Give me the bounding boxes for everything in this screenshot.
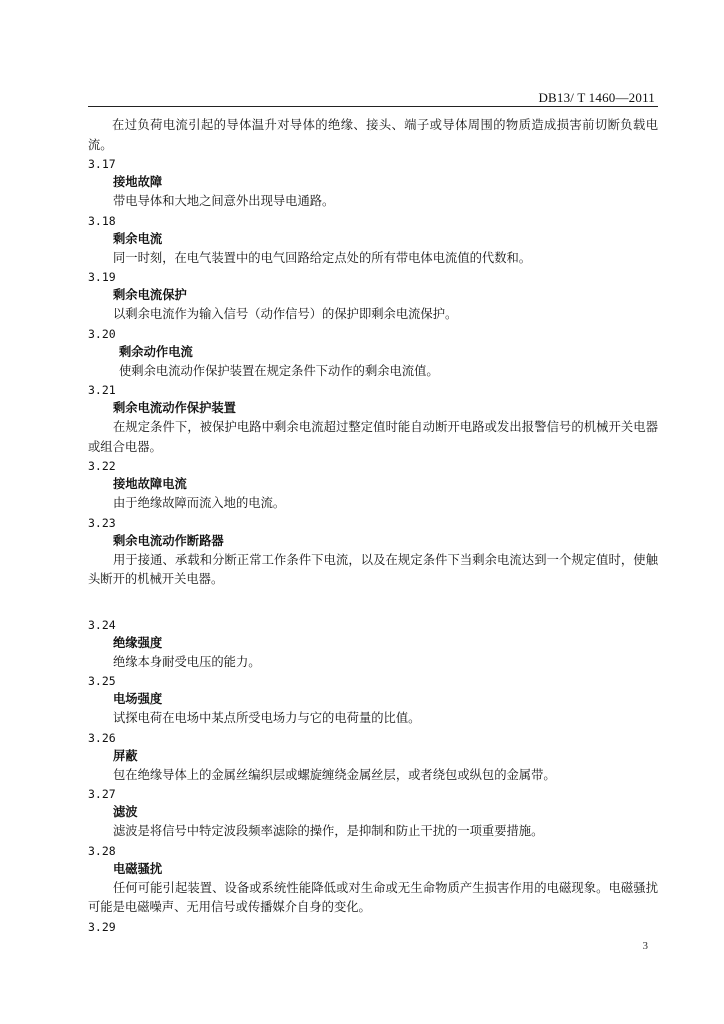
term-entry-3-21 (88, 381, 658, 457)
term-title: 绝缘强度 (113, 635, 163, 650)
term-title: 剩余电流动作保护装置 (113, 401, 236, 415)
term-number: 3.28 (88, 843, 116, 858)
term-definition: 在规定条件下，被保护电路中剩余电流超过整定值时能自动断开电路或发出报警信号的机械开关电器或组合电器。 (88, 420, 658, 454)
term-title: 电场强度 (113, 692, 163, 706)
page-number: 3 (642, 940, 648, 952)
term-number: 3.19 (88, 270, 116, 284)
term-entry-3-18 (88, 212, 658, 269)
term-definition: 使剩余电流动作保护装置在规定条件下动作的剩余电流值。 (119, 363, 439, 378)
term-entry-3-28 (88, 842, 658, 918)
term-number: 3.27 (88, 787, 116, 801)
term-definition: 包在绝缘导体上的金属丝编织层或螺旋缠绕金属丝层，或者绕包或纵包的金属带。 (113, 767, 556, 782)
term-number: 3.24 (88, 617, 116, 632)
term-definition: 同一时刻，在电气装置中的电气回路给定点处的所有带电体电流值的代数和。 (113, 250, 532, 265)
term-number: 3.21 (88, 383, 116, 397)
term-definition: 绝缘本身耐受电压的能力。 (113, 654, 261, 669)
document-body (88, 112, 658, 936)
term-number: 3.20 (88, 326, 116, 341)
term-entry-3-26 (88, 729, 658, 786)
term-number: 3.25 (88, 674, 116, 688)
term-title: 剩余电流 (113, 231, 163, 246)
term-entry-3-23 (88, 514, 658, 590)
term-entry-3-22 (88, 457, 658, 514)
term-entry-3-19 (88, 268, 658, 325)
term-title: 接地故障电流 (113, 477, 187, 491)
term-definition: 任何可能引起装置、设备或系统性能降低或对生命或无生命物质产生损害作用的电磁现象。电磁骚扰可能是电磁噪声、无用信号或传播媒介自身的变化。 (88, 880, 658, 914)
standard-code: DB13/ T 1460—2011 (538, 90, 655, 105)
term-number: 3.26 (88, 730, 116, 745)
term-definition: 以剩余电流作为输入信号（动作信号）的保护即剩余电流保护。 (113, 307, 458, 321)
term-number: 3.29 (88, 919, 116, 934)
term-number: 3.23 (88, 515, 116, 530)
term-title: 屏蔽 (113, 748, 138, 763)
term-definition: 带电导体和大地之间意外出现导电通路。 (113, 194, 335, 208)
term-definition: 用于接通、承载和分断正常工作条件下电流，以及在规定条件下当剩余电流达到一个规定值时，使触头断开的机械开关电器。 (88, 552, 658, 586)
term-title: 接地故障 (113, 175, 163, 189)
term-entry-3-27 (88, 785, 658, 842)
term-title: 滤波 (113, 805, 138, 819)
term-entry-3-25 (88, 672, 658, 729)
term-title: 剩余电流保护 (113, 288, 187, 302)
term-definition: 试探电荷在电场中某点所受电场力与它的电荷量的比值。 (113, 711, 421, 725)
continued-definition: 在过负荷电流引起的导体温升对导体的绝缘、接头、端子或导体周围的物质造成损害前切断负载电流。 (88, 118, 658, 152)
paragraph-gap (88, 590, 658, 616)
header-rule (88, 106, 658, 107)
term-number: 3.18 (88, 213, 116, 228)
term-number: 3.17 (88, 157, 116, 171)
term-definition: 滤波是将信号中特定波段频率滤除的操作，是抑制和防止干扰的一项重要措施。 (113, 824, 544, 838)
term-title: 剩余动作电流 (119, 344, 193, 359)
term-definition: 由于绝缘故障而流入地的电流。 (113, 496, 286, 510)
term-title: 电磁骚扰 (113, 861, 163, 876)
term-entry-3-17 (88, 155, 658, 212)
term-entry-3-24 (88, 616, 658, 673)
term-number: 3.22 (88, 459, 116, 473)
term-title: 剩余电流动作断路器 (113, 533, 224, 548)
term-entry-3-29 (88, 918, 658, 936)
term-entry-3-20 (88, 325, 658, 382)
